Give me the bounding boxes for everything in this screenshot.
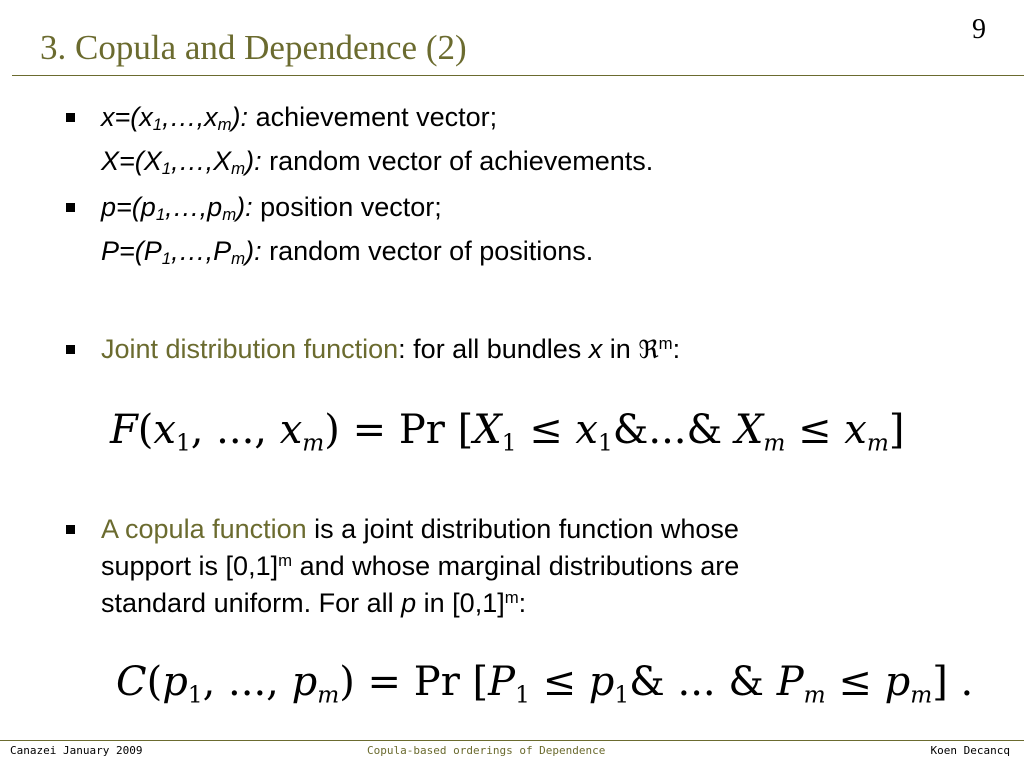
copula-formula: $C(p_1$, ..., $p_m) = Pr$ [$P_1$ ≤ $p_1\&$ ... & $P_m \le p_m$] . — [116, 659, 974, 709]
random-positions-line: $P=(P_1,\dots,P_m)$: random vector of positions. — [101, 236, 594, 269]
random-positions-desc: random vector of positions. — [269, 236, 594, 266]
joint-distribution-term: Joint distribution function — [101, 334, 399, 364]
footer-divider — [0, 740, 1024, 741]
random-achievements-line: $X=(X_1,\dots,X_m)$: random vector of achievements. — [101, 146, 654, 179]
achievement-vector-line: $x=(x_1,\dots,x_m)$: achievement vector; — [101, 102, 498, 135]
position-vector-line: $p=(p_1,\dots,p_m)$: position vector; — [101, 192, 442, 225]
copula-definition-line-3: standard uniform. For all p in $[0,1]^m$: — [101, 587, 527, 618]
footer-talk-title: Copula-based orderings of Dependence — [367, 744, 606, 757]
bullet-marker — [66, 113, 75, 122]
page-number: 9 — [972, 14, 986, 45]
copula-function-term: A copula function — [101, 514, 307, 544]
joint-distribution-formula: $F(x_1$, ..., $x_m) = Pr$ [$X_1$ ≤ $x_1\&...\&$ $X_m \le x_m$] — [110, 407, 905, 457]
copula-definition-line-1: A copula function is a joint distribution function whose — [101, 514, 739, 544]
bullet-marker — [66, 345, 75, 354]
position-vector-desc: position vector; — [260, 192, 442, 222]
bullet-marker — [66, 203, 75, 212]
footer-venue-date: Canazei January 2009 — [10, 744, 143, 757]
bullet-marker — [66, 525, 75, 534]
slide-title: 3. Copula and Dependence (2) — [40, 28, 467, 67]
joint-distribution-line: Joint distribution function: for all bundles x in ℜ$^m$: — [101, 333, 681, 364]
footer-author: Koen Decancq — [930, 744, 1010, 757]
random-achievements-desc: random vector of achievements. — [269, 146, 654, 176]
real-numbers-symbol: ℜ — [638, 335, 659, 364]
copula-definition-line-2: support is $[0,1]^m$ and whose marginal distributions are — [101, 550, 740, 581]
achievement-vector-desc: achievement vector; — [255, 102, 498, 132]
